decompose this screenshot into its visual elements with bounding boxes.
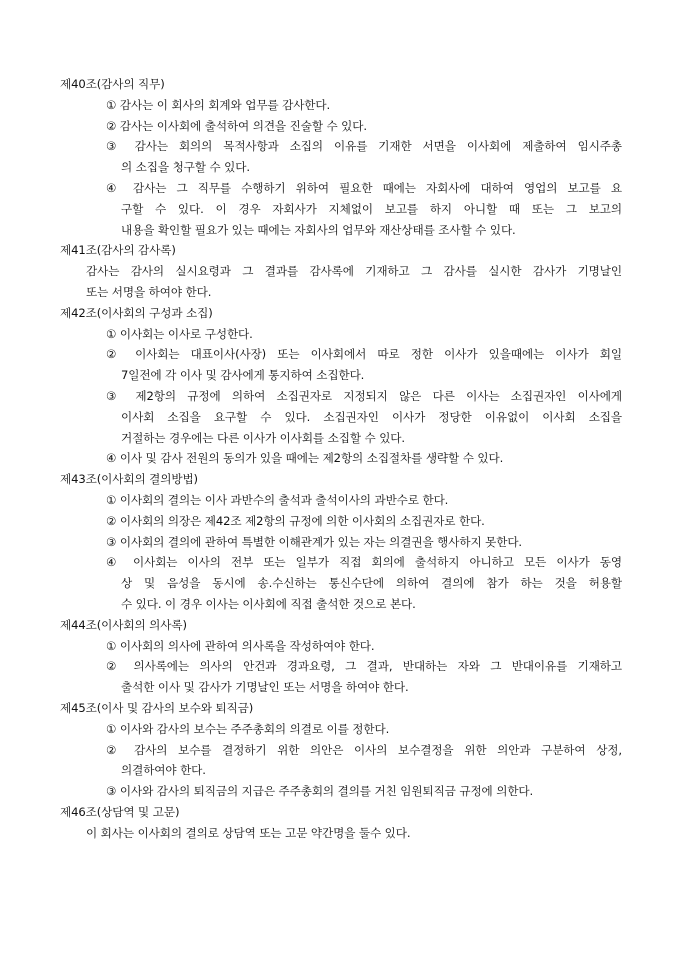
clause-line: ② 감사는 이사회에 출석하여 의견을 진술할 수 있다. — [106, 118, 367, 133]
clause-continuation-line: 7일전에 각 이사 및 감사에게 통지하여 소집한다. — [121, 368, 365, 383]
clause-line: ③ 제2항의 규정에 의하여 소집권자로 지정되지 않은 다른 이사는 소집권자인 이사에게 — [106, 389, 622, 403]
clause-continuation-line: 내용을 확인할 필요가 있는 때에는 자회사의 업무와 재산상태를 조사할 수 있다. — [121, 222, 516, 237]
clause-continuation-line: 출석한 이사 및 감사가 기명날인 또는 서명을 하여야 한다. — [121, 680, 409, 695]
article-heading: 제45조(이사 및 감사의 보수와 퇴직금) — [60, 701, 254, 715]
clause-line: ① 이사회의 결의는 이사 과반수의 출석과 출석이사의 과반수로 한다. — [106, 493, 449, 507]
clause-line: ④ 이사회는 이사의 전부 또는 일부가 직접 회의에 출석하지 아니하고 모든 이사가 동영 — [106, 555, 622, 570]
article-heading: 제43조(이사회의 결의방법) — [60, 472, 198, 487]
clause-line: ① 이사와 감사의 보수는 주주총회의 의결로 이를 정한다. — [106, 721, 390, 736]
clause-continuation-line: 의 소집을 청구할 수 있다. — [121, 160, 250, 175]
article-body-line: 이 회사는 이사회의 결의로 상담역 또는 고문 약간명을 둘수 있다. — [86, 825, 411, 840]
article-heading: 제46조(상담역 및 고문) — [60, 805, 180, 819]
clause-continuation-line: 거절하는 경우에는 다른 이사가 이사회를 소집할 수 있다. — [121, 430, 405, 445]
clause-line: ③ 이사와 감사의 퇴직금의 지급은 주주총회의 결의를 거친 임원퇴직금 규정에 의한다. — [106, 784, 534, 799]
clause-line: ④ 이사 및 감사 전원의 동의가 있을 때에는 제2항의 소집절차를 생략할 수 있다. — [106, 451, 504, 466]
clause-line: ② 이사회는 대표이사(사장) 또는 이사회에서 따로 정한 이사가 있을때에는 이사가 회일 — [106, 347, 622, 362]
article-heading: 제42조(이사회의 구성과 소집) — [60, 305, 213, 320]
clause-line: ③ 이사회의 결의에 관하여 특별한 이해관계가 있는 자는 의결권을 행사하지 못한다. — [106, 534, 523, 549]
article-body-line: 또는 서명을 하여야 한다. — [86, 285, 212, 299]
clause-line: ① 이사회의 의사에 관하여 의사록을 작성하여야 한다. — [106, 638, 375, 653]
clause-line: ② 이사회의 의장은 제42조 제2항의 규정에 의한 이사회의 소집권자로 한다. — [106, 513, 485, 528]
clause-continuation-line: 상 및 음성을 동시에 송.수신하는 통신수단에 의하여 결의에 참가 하는 것을 허용할 — [121, 576, 622, 591]
clause-line: ② 감사의 보수를 결정하기 위한 의안은 이사의 보수결정을 위한 의안과 구분하여 상정, — [106, 742, 622, 757]
clause-continuation-line: 구할 수 있다. 이 경우 자회사가 지체없이 보고를 하지 아니할 때 또는 그 보고의 — [121, 201, 622, 216]
clause-line: ④ 감사는 그 직무를 수행하기 위하여 필요한 때에는 자회사에 대하여 영업의 보고를 요 — [106, 181, 622, 195]
clause-continuation-line: 의결하여야 한다. — [121, 763, 206, 778]
clause-continuation-line: 이사회 소집을 요구할 수 있다. 소집권자인 이사가 정당한 이유없이 이사회 소집을 — [121, 409, 622, 424]
clause-line: ③ 감사는 회의의 목적사항과 소집의 이유를 기재한 서면을 이사회에 제출하여 임시주총 — [106, 139, 622, 154]
clause-line: ① 이사회는 이사로 구성한다. — [106, 326, 253, 341]
article-heading: 제41조(감사의 감사록) — [60, 243, 176, 258]
article-heading: 제44조(이사회의 의사록) — [60, 617, 187, 632]
clause-line: ② 의사록에는 의사의 안건과 경과요령, 그 결과, 반대하는 자와 그 반대이유를 기재하고 — [106, 659, 622, 674]
article-body-line: 감사는 감사의 실시요령과 그 결과를 감사록에 기재하고 그 감사를 실시한 감사가 기명날인 — [86, 264, 622, 279]
article-heading: 제40조(감사의 직무) — [60, 77, 165, 91]
clause-line: ① 감사는 이 회사의 회계와 업무를 감사한다. — [106, 97, 331, 112]
clause-continuation-line: 수 있다. 이 경우 이사는 이사회에 직접 출석한 것으로 본다. — [121, 597, 416, 611]
